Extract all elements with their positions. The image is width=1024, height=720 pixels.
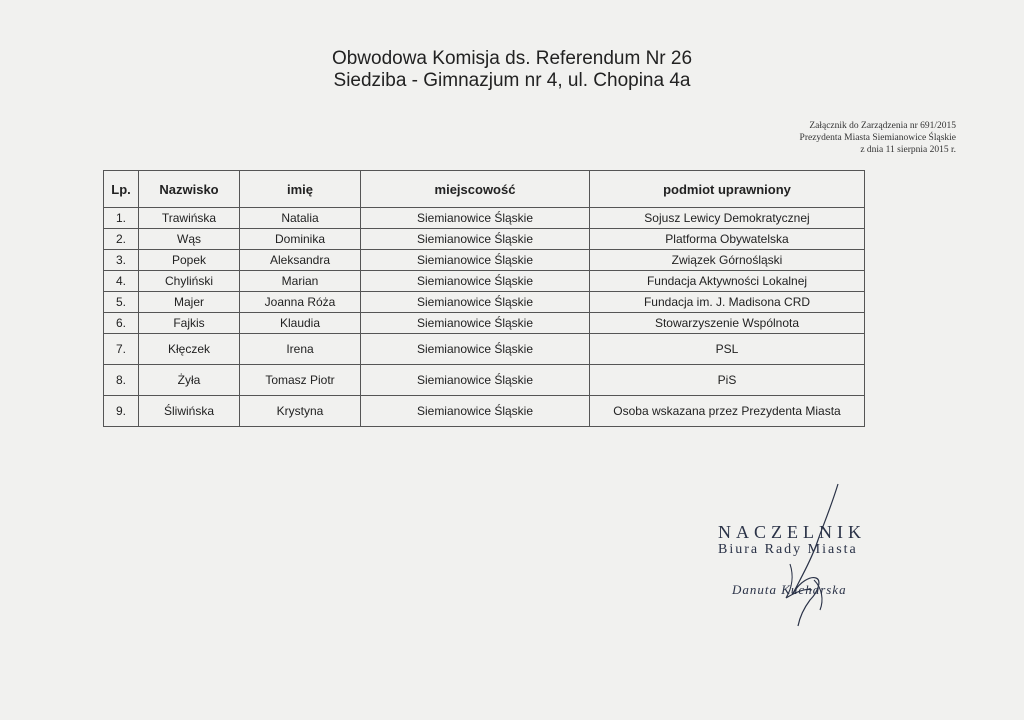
table-row (104, 208, 865, 229)
table-row (104, 334, 865, 365)
cell-entity: PSL (590, 334, 865, 365)
cell-lp: 4. (104, 271, 139, 292)
cell-place: Siemianowice Śląskie (361, 292, 590, 313)
cell-place: Siemianowice Śląskie (361, 271, 590, 292)
cell-lp: 9. (104, 396, 139, 427)
cell-surname: Fajkis (139, 313, 240, 334)
cell-surname: Kłęczek (139, 334, 240, 365)
handwritten-signature (760, 480, 880, 640)
table-row (104, 292, 865, 313)
cell-place: Siemianowice Śląskie (361, 334, 590, 365)
column-header-surname: Nazwisko (139, 171, 240, 208)
cell-place: Siemianowice Śląskie (361, 365, 590, 396)
cell-surname: Popek (139, 250, 240, 271)
cell-first-name: Tomasz Piotr (240, 365, 361, 396)
stamp-person: Danuta Kucharska (732, 582, 847, 597)
cell-entity: Osoba wskazana przez Prezydenta Miasta (590, 396, 865, 427)
header-row (104, 171, 865, 208)
table-row (104, 250, 865, 271)
table-body (104, 208, 865, 427)
cell-entity: Platforma Obywatelska (590, 229, 865, 250)
cell-lp: 8. (104, 365, 139, 396)
cell-surname: Chyliński (139, 271, 240, 292)
cell-entity: Sojusz Lewicy Demokratycznej (590, 208, 865, 229)
annex-line-3: z dnia 11 sierpnia 2015 r. (860, 145, 956, 155)
cell-lp: 3. (104, 250, 139, 271)
cell-entity: PiS (590, 365, 865, 396)
cell-entity: Fundacja im. J. Madisona CRD (590, 292, 865, 313)
cell-place: Siemianowice Śląskie (361, 229, 590, 250)
table-row (104, 271, 865, 292)
annex-line-2: Prezydenta Miasta Siemianowice Śląskie (799, 133, 956, 143)
column-header-place: miejscowość (361, 171, 590, 208)
cell-surname: Śliwińska (139, 396, 240, 427)
cell-entity: Fundacja Aktywności Lokalnej (590, 271, 865, 292)
document-title (0, 48, 1024, 92)
cell-surname: Wąs (139, 229, 240, 250)
members-table (103, 170, 865, 427)
cell-first-name: Aleksandra (240, 250, 361, 271)
cell-place: Siemianowice Śląskie (361, 250, 590, 271)
table-row (104, 313, 865, 334)
cell-place: Siemianowice Śląskie (361, 396, 590, 427)
cell-surname: Majer (139, 292, 240, 313)
stamp-title: NACZELNIK (718, 522, 866, 542)
cell-first-name: Natalia (240, 208, 361, 229)
column-header-lp: Lp. (104, 171, 139, 208)
cell-first-name: Joanna Róża (240, 292, 361, 313)
cell-lp: 6. (104, 313, 139, 334)
cell-first-name: Marian (240, 271, 361, 292)
table-row (104, 229, 865, 250)
cell-lp: 1. (104, 208, 139, 229)
cell-entity: Związek Górnośląski (590, 250, 865, 271)
cell-first-name: Irena (240, 334, 361, 365)
cell-surname: Żyła (139, 365, 240, 396)
column-header-entity: podmiot uprawniony (590, 171, 865, 208)
cell-first-name: Dominika (240, 229, 361, 250)
cell-surname: Trawińska (139, 208, 240, 229)
cell-lp: 5. (104, 292, 139, 313)
table-row (104, 365, 865, 396)
cell-place: Siemianowice Śląskie (361, 208, 590, 229)
annex-line-1: Załącznik do Zarządzenia nr 691/2015 (809, 121, 956, 131)
cell-place: Siemianowice Śląskie (361, 313, 590, 334)
stamp-subtitle: Biura Rady Miasta (718, 542, 858, 557)
cell-lp: 2. (104, 229, 139, 250)
table-row (104, 396, 865, 427)
cell-entity: Stowarzyszenie Wspólnota (590, 313, 865, 334)
commission-seat: Siedziba - Gimnazjum nr 4, ul. Chopina 4a (333, 70, 691, 91)
commission-name: Obwodowa Komisja ds. Referendum Nr 26 (331, 48, 693, 69)
cell-first-name: Klaudia (240, 313, 361, 334)
cell-lp: 7. (104, 334, 139, 365)
cell-first-name: Krystyna (240, 396, 361, 427)
annex-note (800, 120, 956, 156)
column-header-first-name: imię (240, 171, 361, 208)
table-header (104, 171, 865, 208)
